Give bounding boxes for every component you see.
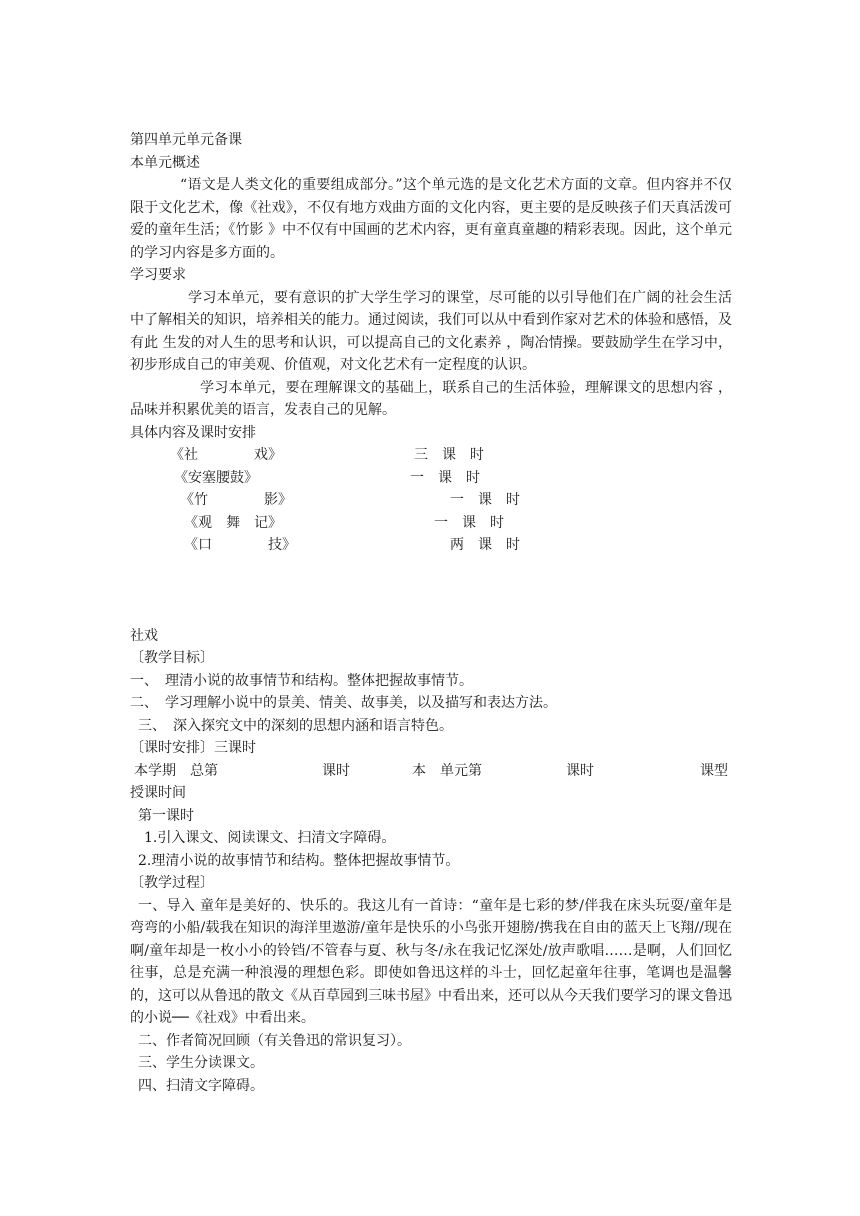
lesson-title: 社戏 xyxy=(130,627,158,644)
intro-paragraph: 一、导入 童年是美好的、快乐的。我这儿有一首诗：“童年是七彩的梦/伴我在床头玩耍/童年是弯弯的小船/载我在知识的海洋里遨游/童年是快乐的小鸟张开翅膀/携我在自由的蓝天上飞翔//现在啊/童年却是一枚小小的铃铛/不管春与夏、秋与冬/永在我记忆深处/放声歌唱……是啊，人们回忆往事，总是充满一种浪漫的理想色彩。即使如鲁迅这样的斗士，回忆起童年往事，笔调也是温馨的，这可以从鲁迅的散文《从百草园到三味书屋》中看出来，还可以从今天我们要学习的课文鲁迅的小说──《社戏》中看出来。 xyxy=(130,897,732,1026)
first-period-item: 2.理清小说的故事情节和结构。整体把握故事情节。 xyxy=(138,852,460,869)
unit-title: 第四单元单元备课 xyxy=(130,132,242,148)
meta-type: 课型 xyxy=(700,762,728,779)
goals-heading: 〔教学目标〕 xyxy=(130,650,214,666)
schedule-row xyxy=(130,534,732,557)
schedule-title: 《社 戏》 xyxy=(170,447,282,463)
process-heading: 〔教学过程〕 xyxy=(130,875,214,891)
schedule-hours: 一 课 时 xyxy=(410,469,480,486)
process-step: 四、扫清文字障碍。 xyxy=(138,1077,264,1094)
meta-date: 授课时间 xyxy=(130,785,186,801)
document-page xyxy=(130,129,732,1097)
process-step: 三、学生分读课文。 xyxy=(138,1055,264,1071)
goal-item: 二、 学习理解小说中的景美、情美、故事美，以及描写和表达方法。 xyxy=(130,695,557,711)
overview-paragraph: “语文是人类文化的重要组成部分。”这个单元选的是文化艺术方面的文章。但内容并不仅限于文化艺术，像《社戏》，不仅有地方戏曲方面的文化内容，更主要的是反映孩子们天真活泼可爱的童年生活；《竹影 》中不仅有中国画的艺术内容，更有童真童趣的精彩表现。因此，这个单元的学习内容是多方面的。 xyxy=(130,177,732,261)
schedule-hours: 两 课 时 xyxy=(450,537,520,553)
requirements-paragraph-1: 学习本单元，要有意识的扩大学生学习的课堂，尽可能的以引导他们在广阔的社会生活中了解相关的知识，培养相关的能力。通过阅读，我们可以从中看到作家对艺术的体验和感悟，及有此 生发的对人生的思考和认识，可以提高自己的文化素养 ，陶冶情操。要鼓励学生在学习中，初步形成自己的审美观、价值观，对文化艺术有一定程度的认识。 xyxy=(130,289,732,373)
meta-hour: 课时 xyxy=(322,762,350,779)
first-period-item: 1.引入课文、阅读课文、扫清文字障碍。 xyxy=(144,830,396,846)
schedule-hours: 三 课 时 xyxy=(414,447,484,463)
schedule-title: 《口 技》 xyxy=(184,537,296,553)
schedule-hours: 一 课 时 xyxy=(450,492,520,508)
schedule-title: 《安塞腰鼓》 xyxy=(174,469,258,486)
meta-term: 本学期 总第 xyxy=(134,762,218,779)
meta-unit: 本 单元第 xyxy=(412,762,482,779)
schedule-row xyxy=(130,512,732,535)
period-line: 〔课时安排〕三课时 xyxy=(130,740,256,756)
requirements-paragraph-2: 学习本单元，要在理解课文的基础上，联系自己的生活体验，理解课文的思想内容 ，品味并积累优美的语言，发表自己的见解。 xyxy=(130,379,732,418)
schedule-row xyxy=(130,467,732,490)
schedule-hours: 一 课 时 xyxy=(434,514,504,531)
requirements-heading: 学习要求 xyxy=(130,267,186,283)
lesson-meta-row xyxy=(130,760,732,783)
meta-hour: 课时 xyxy=(566,762,594,779)
process-step: 二、作者简况回顾（有关鲁迅的常识复习）。 xyxy=(138,1032,411,1049)
schedule-row xyxy=(130,444,732,467)
schedule-row xyxy=(130,489,732,512)
first-period-heading: 第一课时 xyxy=(138,807,194,824)
goal-item: 三、 深入探究文中的深刻的思想内涵和语言特色。 xyxy=(138,717,453,734)
goal-item: 一、 理清小说的故事情节和结构。整体把握故事情节。 xyxy=(130,672,473,689)
schedule-heading: 具体内容及课时安排 xyxy=(130,424,256,441)
overview-heading: 本单元概述 xyxy=(130,154,200,171)
schedule-title: 《观 舞 记》 xyxy=(184,514,282,531)
schedule-title: 《竹 影》 xyxy=(180,492,292,508)
